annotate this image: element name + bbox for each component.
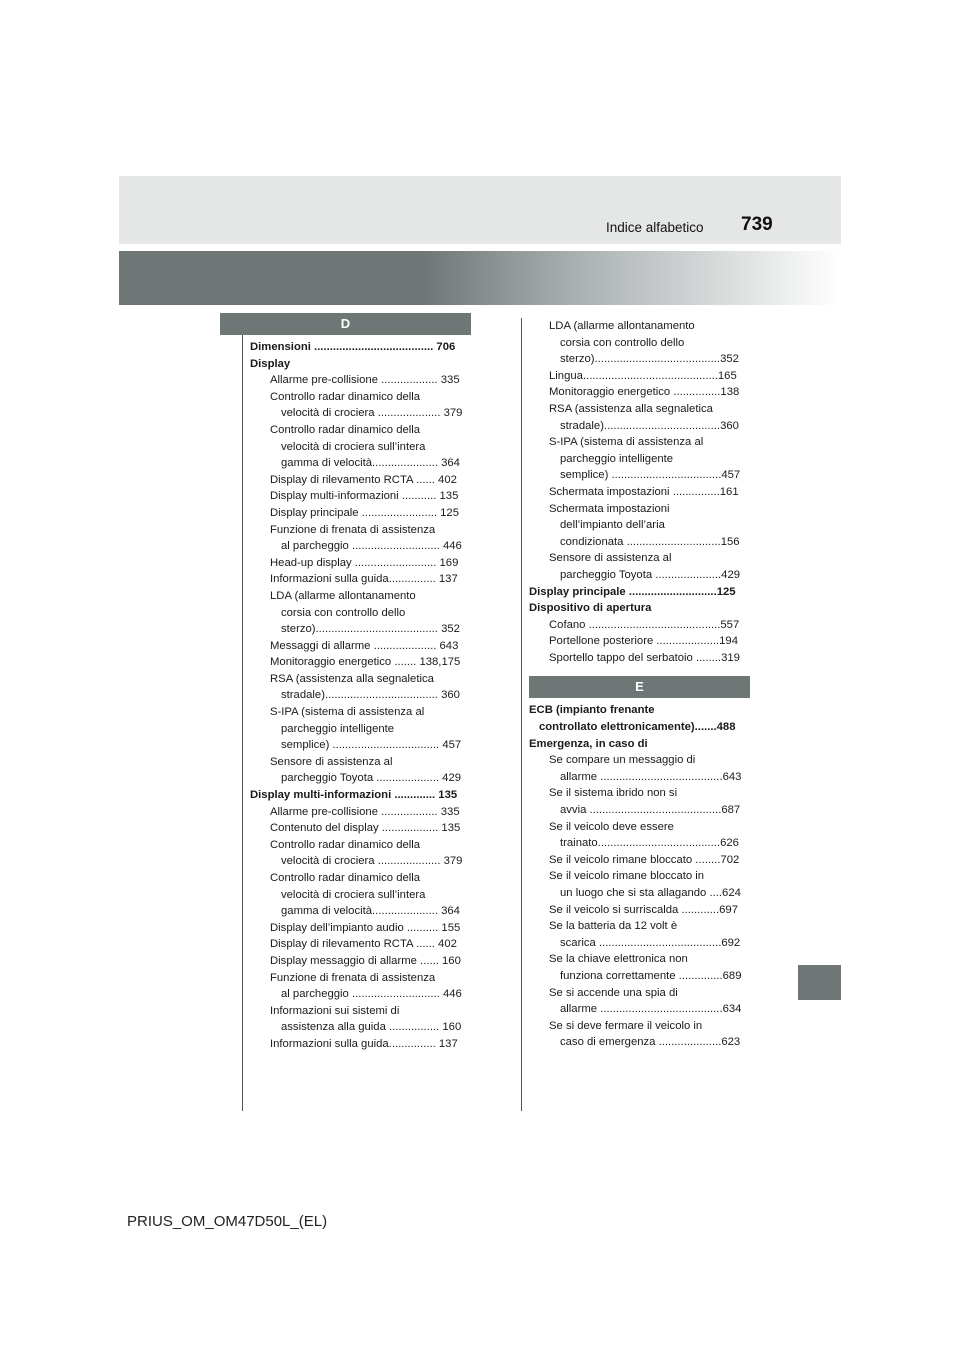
index-entry-sub: velocità di crociera .................... 379 xyxy=(281,855,463,868)
index-entry-sub: Head-up display .......................... 169 xyxy=(270,556,459,569)
index-entry-main: Emergenza, in caso di xyxy=(529,737,648,750)
index-entry-sub: Monitoraggio energetico ....... 138,175 xyxy=(270,656,461,669)
index-entry-sub: RSA (assistenza alla segnaletica xyxy=(549,402,713,415)
header-band xyxy=(119,176,841,244)
index-entry-sub: allarme .......................................643 xyxy=(560,770,742,783)
page-number: 739 xyxy=(741,214,773,235)
index-entry-sub: Allarme pre-collisione .................. 335 xyxy=(270,374,460,387)
index-entry-sub: Se compare un messaggio di xyxy=(549,754,696,767)
index-entry-main: ECB (impianto frenante xyxy=(529,704,655,717)
index-entry-sub: Funzione di frenata di assistenza xyxy=(270,971,436,984)
section-side-tab xyxy=(798,965,841,1000)
index-column-right xyxy=(529,318,750,1051)
index-entry-main: Dimensioni ...................................... 706 xyxy=(250,341,456,353)
index-entry-sub: funziona correttamente ..............689 xyxy=(560,969,742,982)
decorative-gradient-band xyxy=(119,251,841,305)
index-entry-sub: Display principale ........................ 125 xyxy=(270,506,459,519)
right-entry-list-top xyxy=(529,318,750,666)
section-header-d: D xyxy=(220,313,471,335)
index-column-left xyxy=(250,313,471,1053)
index-entry-sub: Display di rilevamento RCTA ...... 402 xyxy=(270,938,457,951)
index-entry-sub: semplice) .................................. 457 xyxy=(281,739,462,752)
index-entry-sub: trainato.......................................626 xyxy=(560,837,739,850)
index-entry-sub: LDA (allarme allontanamento xyxy=(270,589,416,602)
index-entry-sub: parcheggio intelligente xyxy=(281,722,395,735)
index-entry-sub: al parcheggio ............................ 446 xyxy=(281,988,462,1001)
index-entry-sub: semplice) ...................................457 xyxy=(560,469,741,482)
right-column-rule xyxy=(521,318,522,1111)
index-entry-sub: corsia con controllo dello xyxy=(560,336,685,349)
index-entry-sub: Se la chiave elettronica non xyxy=(549,953,688,966)
index-entry-main: Display xyxy=(250,357,291,370)
index-entry-sub: Funzione di frenata di assistenza xyxy=(270,523,436,536)
index-entry-sub: un luogo che si sta allagando ....624 xyxy=(560,887,741,899)
index-entry-sub: parcheggio Toyota .................... 429 xyxy=(281,772,462,785)
index-entry-sub: Informazioni sulla guida............... 137 xyxy=(270,573,458,586)
index-entry-sub: velocità di crociera .................... 379 xyxy=(281,407,463,420)
index-entry-sub: Se si deve fermare il veicolo in xyxy=(549,1019,703,1032)
index-entry-sub: Display messaggio di allarme ...... 160 xyxy=(270,954,461,967)
page-header-title: Indice alfabetico xyxy=(606,220,704,235)
index-entry-sub: Se il veicolo deve essere xyxy=(549,820,674,833)
index-entry-sub: dell’impianto dell’aria xyxy=(560,519,665,532)
index-entry-sub: sterzo)........................................352 xyxy=(560,353,739,366)
index-entry-sub: Cofano ..........................................557 xyxy=(549,618,740,631)
left-entry-list xyxy=(250,339,471,1053)
index-entry-sub: Se il veicolo rimane bloccato in xyxy=(549,870,705,883)
index-entry-sub: controllato elettronicamente).......488 xyxy=(539,721,736,734)
index-entry-sub: gamma di velocità..................... 364 xyxy=(281,457,460,470)
index-entry-sub: condizionata ..............................156 xyxy=(560,535,740,548)
index-entry-sub: scarica .......................................692 xyxy=(560,936,741,949)
document-code: PRIUS_OM_OM47D50L_(EL) xyxy=(127,1213,328,1230)
index-entry-sub: velocità di crociera sull’intera xyxy=(281,440,426,453)
index-entry-sub: sterzo)....................................... 352 xyxy=(281,623,460,636)
index-entry-sub: LDA (allarme allontanamento xyxy=(549,320,695,332)
index-entry-sub: Sportello tappo del serbatoio ........319 xyxy=(549,651,740,664)
index-entry-sub: Display multi-informazioni ........... 135 xyxy=(270,490,459,503)
index-entry-sub: RSA (assistenza alla segnaletica xyxy=(270,672,434,685)
index-entry-sub: parcheggio intelligente xyxy=(560,452,674,465)
index-entry-sub: corsia con controllo dello xyxy=(281,606,406,619)
index-entry-sub: Schermata impostazioni ...............161 xyxy=(549,485,739,498)
index-entry-sub: stradale).................................... 360 xyxy=(281,689,460,702)
index-entry-sub: Display dell’impianto audio .......... 155 xyxy=(270,921,461,934)
index-entry-sub: Allarme pre-collisione .................. 335 xyxy=(270,805,460,818)
index-entry-sub: Messaggi di allarme .................... 643 xyxy=(270,639,459,652)
index-entry-sub: gamma di velocità..................... 364 xyxy=(281,905,460,918)
index-entry-sub: velocità di crociera sull’intera xyxy=(281,888,426,901)
index-entry-sub: allarme .......................................634 xyxy=(560,1003,742,1016)
index-entry-sub: Controllo radar dinamico della xyxy=(270,390,421,403)
index-entry-sub: Lingua...........................................165 xyxy=(549,369,737,382)
index-entry-sub: Se il veicolo rimane bloccato ........702 xyxy=(549,853,740,866)
index-entry-sub: stradale).....................................360 xyxy=(560,419,739,432)
index-entry-sub: Sensore di assistenza al xyxy=(549,552,672,565)
index-entry-sub: Sensore di assistenza al xyxy=(270,755,393,768)
index-entry-sub: Schermata impostazioni xyxy=(549,502,670,515)
index-entry-main: Dispositivo di apertura xyxy=(529,602,652,615)
index-entry-sub: parcheggio Toyota .....................429 xyxy=(560,568,741,581)
left-column-rule xyxy=(242,334,243,1111)
index-entry-sub: Controllo radar dinamico della xyxy=(270,423,421,436)
index-entry-sub: Se si accende una spia di xyxy=(549,986,678,999)
index-entry-sub: Se la batteria da 12 volt è xyxy=(549,920,678,933)
index-entry-sub: Display di rilevamento RCTA ...... 402 xyxy=(270,473,457,486)
index-entry-sub: Monitoraggio energetico ...............138 xyxy=(549,386,740,399)
index-entry-main: Display multi-informazioni ............. 135 xyxy=(250,789,458,802)
index-entry-sub: Contenuto del display .................. 135 xyxy=(270,822,461,835)
index-entry-sub: caso di emergenza ....................623 xyxy=(560,1036,741,1049)
section-header-e: E xyxy=(529,676,750,698)
index-entry-sub: assistenza alla guida ................ 160 xyxy=(281,1021,462,1034)
index-entry-sub: Se il sistema ibrido non si xyxy=(549,787,678,800)
index-entry-sub: Informazioni sui sistemi di xyxy=(270,1004,400,1017)
index-entry-sub: Se il veicolo si surriscalda ............697 xyxy=(549,903,738,916)
index-entry-sub: al parcheggio ............................ 446 xyxy=(281,540,462,553)
index-entry-sub: Controllo radar dinamico della xyxy=(270,872,421,884)
index-entry-sub: S-IPA (sistema di assistenza al xyxy=(270,706,425,719)
index-entry-sub: Informazioni sulla guida............... 137 xyxy=(270,1037,458,1050)
right-entry-list-bottom xyxy=(529,702,750,1050)
index-entry-sub: S-IPA (sistema di assistenza al xyxy=(549,436,704,449)
index-entry-sub: Portellone posteriore ....................194 xyxy=(549,635,739,648)
index-entry-main: Display principale ............................125 xyxy=(529,585,736,598)
index-entry-sub: Controllo radar dinamico della xyxy=(270,838,421,851)
index-entry-sub: avvia ..........................................687 xyxy=(560,804,741,817)
